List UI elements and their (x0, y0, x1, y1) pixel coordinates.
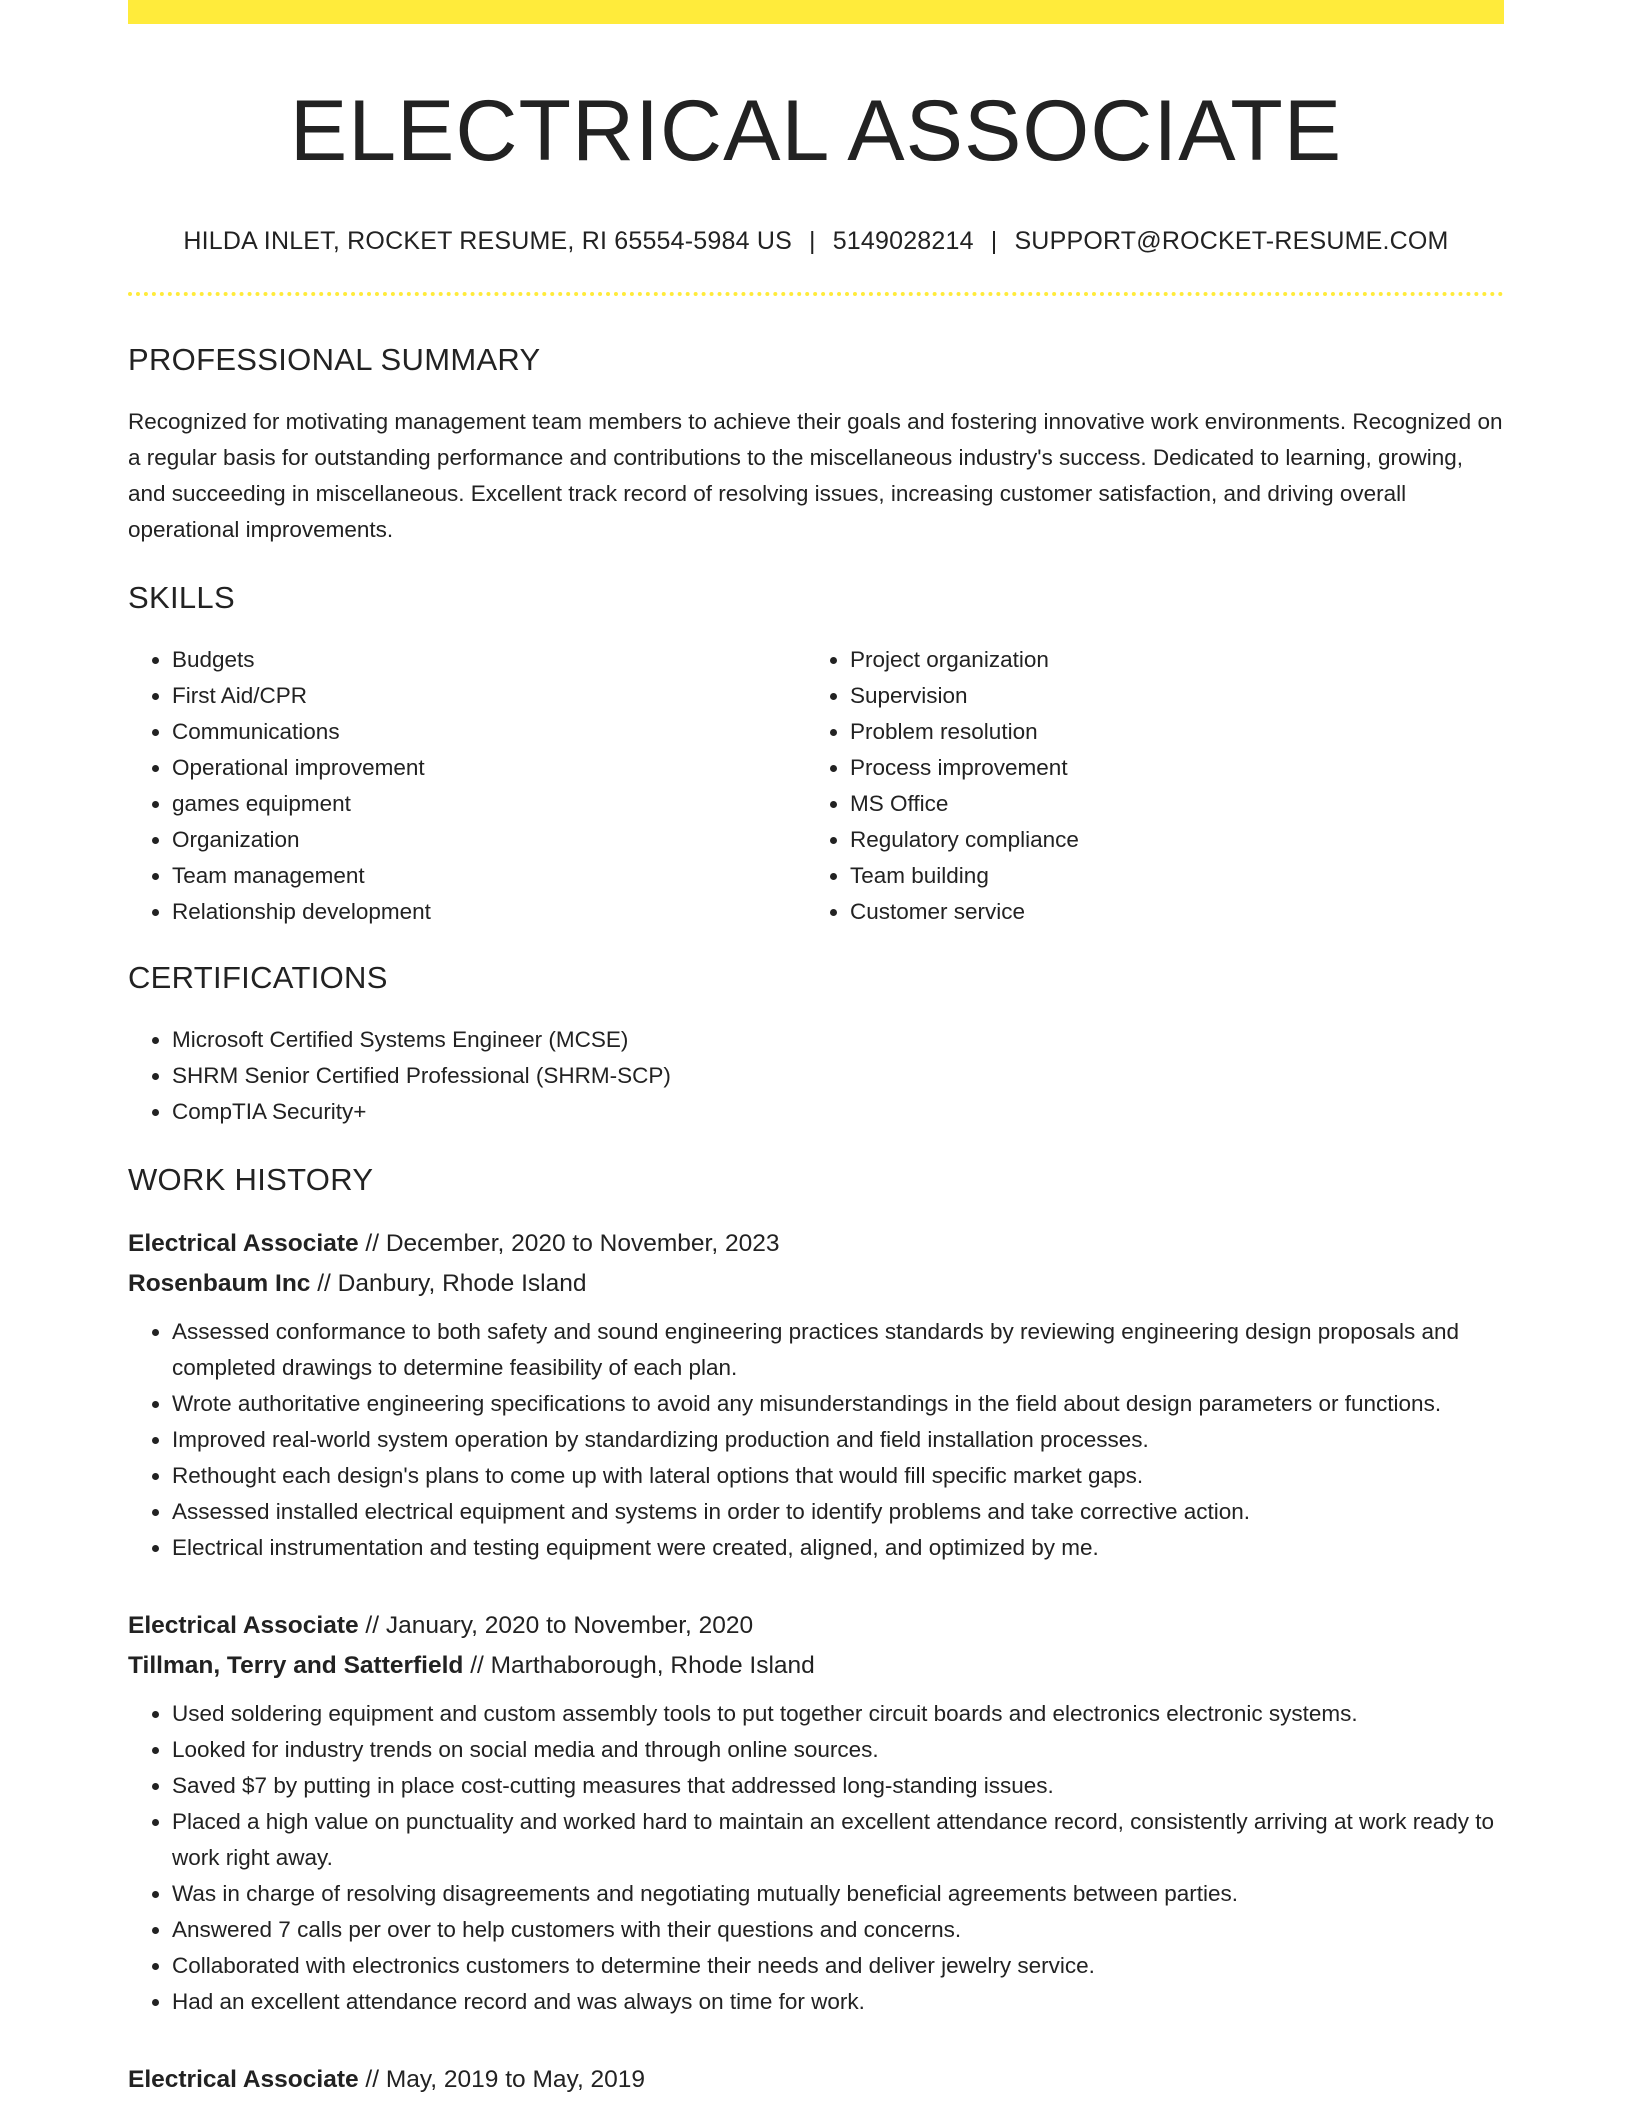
skill-item: • Process improvement (850, 750, 1484, 786)
skill-item: • MS Office (850, 786, 1484, 822)
job-bullet: • Rethought each design's plans to come up with lateral options that would fill specific market gaps. (172, 1458, 1504, 1494)
job-bullet: • Improved real-world system operation by standardizing production and field installation processes. (172, 1422, 1504, 1458)
job-bullet: • Assessed conformance to both safety and sound engineering practices standards by reviewing engineering design proposals and completed drawings to determine feasibility of each plan. (172, 1314, 1504, 1386)
skill-item: • Operational improvement (172, 750, 806, 786)
skill-item: • Problem resolution (850, 714, 1484, 750)
job-bullet: • Saved $7 by putting in place cost-cutting measures that addressed long-standing issues. (172, 1768, 1504, 1804)
skill-item: • Regulatory compliance (850, 822, 1484, 858)
job-entry (128, 2060, 1504, 2100)
job-entry (128, 1606, 1504, 2020)
job-bullet: • Assessed installed electrical equipment and systems in order to identify problems and take corrective action. (172, 1494, 1504, 1530)
skills-list-left (128, 642, 806, 930)
job-dates: // January, 2020 to November, 2020 (365, 1611, 754, 1639)
dotted-divider (128, 292, 1504, 296)
certifications-heading: CERTIFICATIONS (128, 959, 388, 995)
top-accent-bar (128, 0, 1504, 24)
skill-item: • Team management (172, 858, 806, 894)
skills-list-right (806, 642, 1484, 930)
contact-line (128, 227, 1504, 256)
skills-columns (128, 642, 1504, 930)
job-bullet: • Had an excellent attendance record and was always on time for work. (172, 1984, 1504, 2020)
job-bullets (128, 1696, 1504, 2020)
certification-item: • Microsoft Certified Systems Engineer (MCSE) (172, 1022, 1504, 1058)
skill-item: • First Aid/CPR (172, 678, 806, 714)
job-entry (128, 1224, 1504, 1566)
job-bullet: • Electrical instrumentation and testing equipment were created, aligned, and optimized by me. (172, 1530, 1504, 1566)
contact-email[interactable]: SUPPORT@ROCKET-RESUME.COM (1014, 226, 1449, 255)
job-title-line (128, 2060, 1504, 2100)
resume-page (128, 0, 1504, 2100)
job-company: Rosenbaum Inc (128, 1269, 311, 1297)
contact-address: HILDA INLET, ROCKET RESUME, RI 65554-5984 US (183, 226, 792, 255)
job-title: Electrical Associate (128, 2065, 359, 2093)
work-history-heading: WORK HISTORY (128, 1161, 374, 1197)
job-title: Electrical Associate (128, 1229, 359, 1257)
certifications-list (128, 1022, 1504, 1130)
job-bullet: • Placed a high value on punctuality and worked hard to maintain an excellent attendance record, consistently arriving at work ready to work right away. (172, 1804, 1504, 1876)
job-company-line (128, 1646, 1504, 1686)
skill-item: • Project organization (850, 642, 1484, 678)
skill-item: • Relationship development (172, 894, 806, 930)
skill-item: • Team building (850, 858, 1484, 894)
job-bullet: • Answered 7 calls per over to help customers with their questions and concerns. (172, 1912, 1504, 1948)
job-bullet: • Used soldering equipment and custom assembly tools to put together circuit boards and electronics electronic systems. (172, 1696, 1504, 1732)
skill-item: • Organization (172, 822, 806, 858)
skill-item: • Communications (172, 714, 806, 750)
job-company: Tillman, Terry and Satterfield (128, 1651, 464, 1679)
contact-separator: | (990, 226, 998, 255)
job-title-line (128, 1606, 1504, 1646)
certification-item: • SHRM Senior Certified Professional (SHRM-SCP) (172, 1058, 1504, 1094)
job-bullet: • Collaborated with electronics customers to determine their needs and deliver jewelry service. (172, 1948, 1504, 1984)
summary-heading: PROFESSIONAL SUMMARY (128, 341, 541, 377)
skill-item: • Supervision (850, 678, 1484, 714)
job-title-line (128, 1224, 1504, 1264)
summary-text: Recognized for motivating management team members to achieve their goals and fostering innovative work environments. Recognized on a regular basis for outstanding performance and contributions to the miscellaneous industry's success. Dedicated to learning, growing, and succeeding in miscellaneous. Excellent track record of resolving issues, increasing customer satisfaction, and driving overall operational improvements. (128, 408, 1503, 542)
job-bullet: • Wrote authoritative engineering specifications to avoid any misunderstandings in the field about design parameters or functions. (172, 1386, 1504, 1422)
contact-phone[interactable]: 5149028214 (832, 226, 974, 255)
job-title: Electrical Associate (128, 1611, 359, 1639)
job-dates: // December, 2020 to November, 2023 (365, 1229, 780, 1257)
job-bullet: • Was in charge of resolving disagreements and negotiating mutually beneficial agreements between parties. (172, 1876, 1504, 1912)
job-dates: // May, 2019 to May, 2019 (365, 2065, 646, 2093)
job-location: // Danbury, Rhode Island (317, 1269, 587, 1297)
skill-item: • games equipment (172, 786, 806, 822)
contact-separator: | (808, 226, 816, 255)
skill-item: • Budgets (172, 642, 806, 678)
skills-heading: SKILLS (128, 579, 235, 615)
job-bullet: • Looked for industry trends on social media and through online sources. (172, 1732, 1504, 1768)
certification-item: • CompTIA Security+ (172, 1094, 1504, 1130)
resume-title: ELECTRICAL ASSOCIATE (289, 83, 1343, 179)
skill-item: • Customer service (850, 894, 1484, 930)
job-company-line (128, 1264, 1504, 1304)
job-location: // Marthaborough, Rhode Island (470, 1651, 815, 1679)
job-bullets (128, 1314, 1504, 1566)
